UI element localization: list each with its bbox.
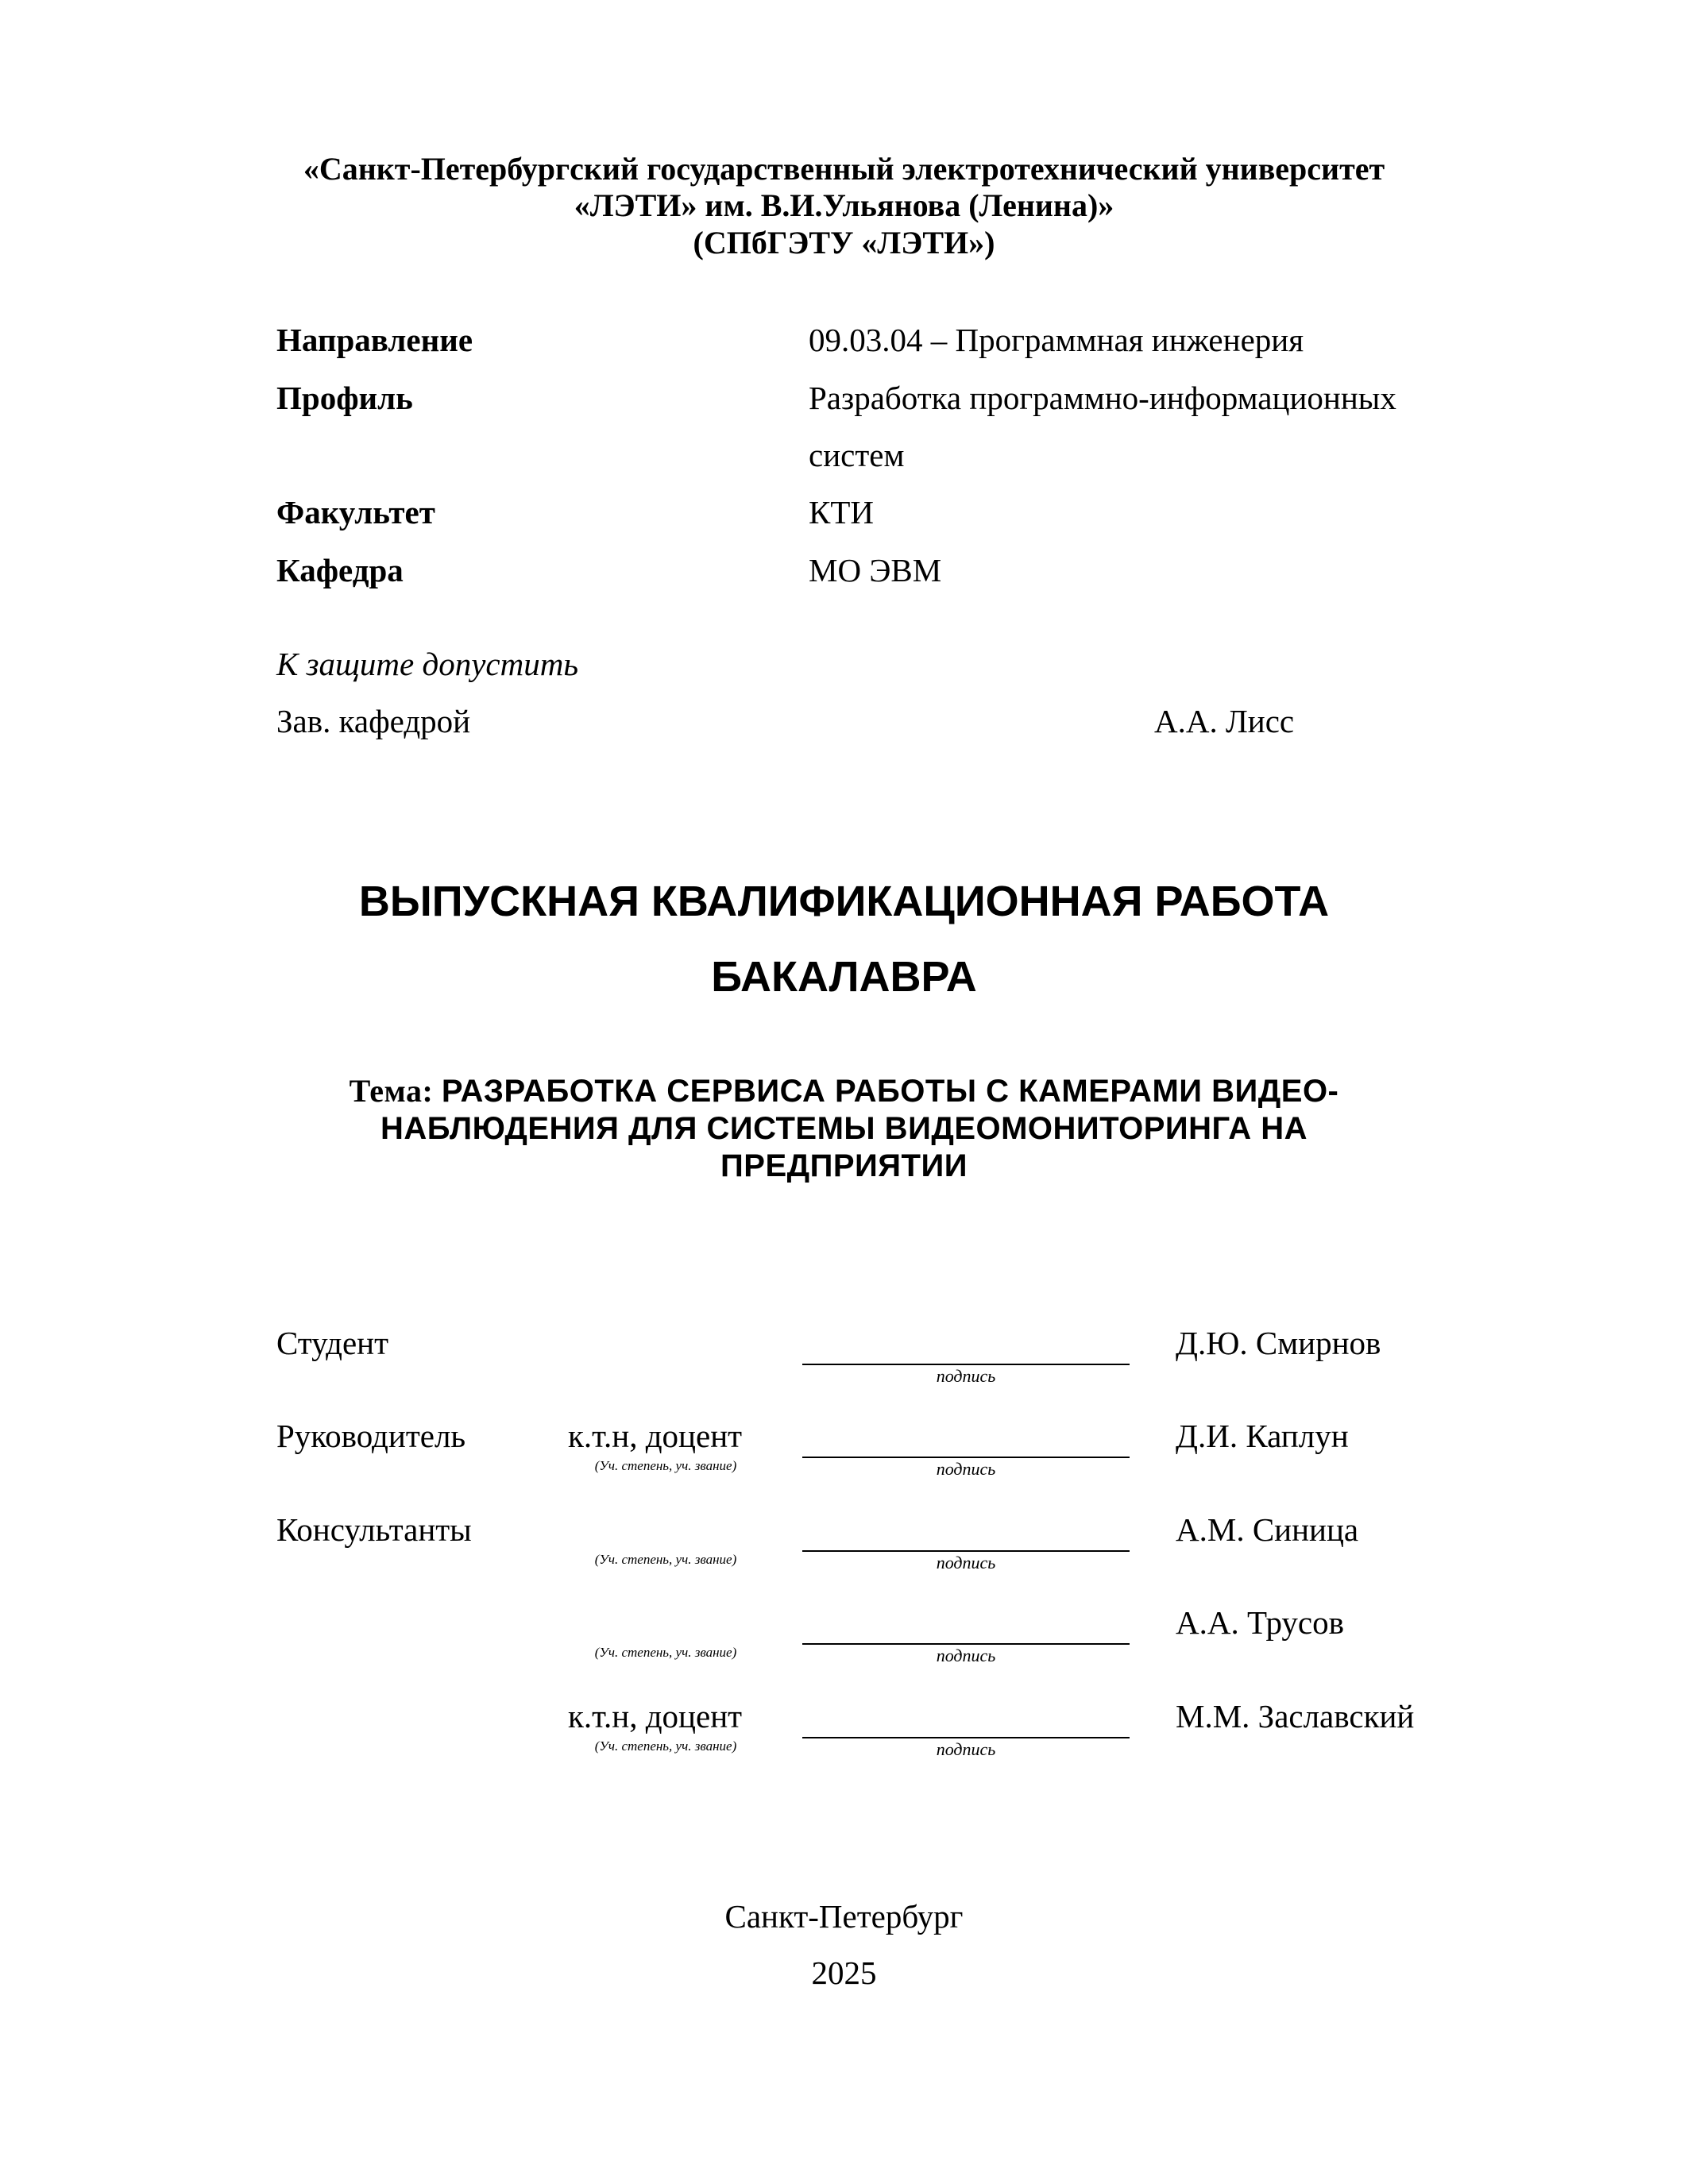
signature-caption: подпись [936,1459,996,1479]
signature-name-consultant-1: А.М. Синица [1176,1511,1359,1548]
topic-text-line3: ПРЕДПРИЯТИИ [720,1148,968,1183]
topic-text-line2: НАБЛЮДЕНИЯ ДЛЯ СИСТЕМЫ ВИДЕОМОНИТОРИНГА НА [380,1111,1308,1146]
faculty-value: КТИ [809,494,874,531]
signature-line [802,1457,1130,1458]
document-title-line1: ВЫПУСКНАЯ КВАЛИФИКАЦИОННАЯ РАБОТА [358,878,1330,925]
signature-role-consultants: Консультанты [276,1511,472,1548]
signature-name-supervisor: Д.И. Каплун [1176,1418,1349,1454]
signature-line [802,1737,1130,1738]
direction-label: Направление [276,322,473,358]
signature-degree-supervisor: к.т.н, доцент [568,1418,743,1454]
topic-text-line1: РАЗРАБОТКА СЕРВИСА РАБОТЫ С КАМЕРАМИ ВИДЕО- [441,1074,1339,1109]
signature-name-student: Д.Ю. Смирнов [1176,1325,1381,1361]
signature-name-consultant-2: А.А. Трусов [1176,1604,1344,1641]
degree-caption: (Уч. степень, уч. звание) [594,1738,737,1754]
faculty-label: Факультет [276,494,435,531]
degree-caption: (Уч. степень, уч. звание) [594,1645,737,1660]
document-title-line2: БАКАЛАВРА [711,953,977,1001]
signature-caption: подпись [936,1553,996,1572]
signature-role-supervisor: Руководитель [276,1418,466,1454]
department-label: Кафедра [276,552,404,588]
footer-year: 2025 [811,1954,877,1991]
approval-role: Зав. кафедрой [276,703,471,739]
university-name-line2: «ЛЭТИ» им. В.И.Ульянова (Ленина)» [574,187,1114,223]
signature-line [802,1643,1130,1645]
approval-name: А.А. Лисс [1154,703,1295,739]
topic-prefix: Тема: [349,1073,442,1109]
signature-line [802,1550,1130,1552]
signature-caption: подпись [936,1646,996,1665]
degree-caption: (Уч. степень, уч. звание) [594,1458,737,1473]
profile-label: Профиль [276,380,413,416]
profile-value-line2: систем [809,437,905,473]
approval-note: К защите допустить [276,646,578,682]
profile-value-line1: Разработка программно-информационных [809,380,1396,416]
signature-degree-consultant-3: к.т.н, доцент [568,1698,743,1734]
footer-city: Санкт-Петербург [724,1898,964,1935]
university-name-line1: «Санкт-Петербургский государственный электротехнический университет [303,151,1385,187]
signature-caption: подпись [936,1366,996,1386]
direction-value: 09.03.04 – Программная инженерия [809,322,1304,358]
signature-caption: подпись [936,1739,996,1759]
university-abbreviation: (СПбГЭТУ «ЛЭТИ») [693,225,995,260]
department-value: МО ЭВМ [809,552,942,588]
signature-role-student: Студент [276,1325,389,1361]
degree-caption: (Уч. степень, уч. звание) [594,1552,737,1567]
signature-name-consultant-3: М.М. Заславский [1176,1698,1415,1734]
topic-line1 [0,1072,1688,1110]
signature-line [802,1364,1130,1365]
